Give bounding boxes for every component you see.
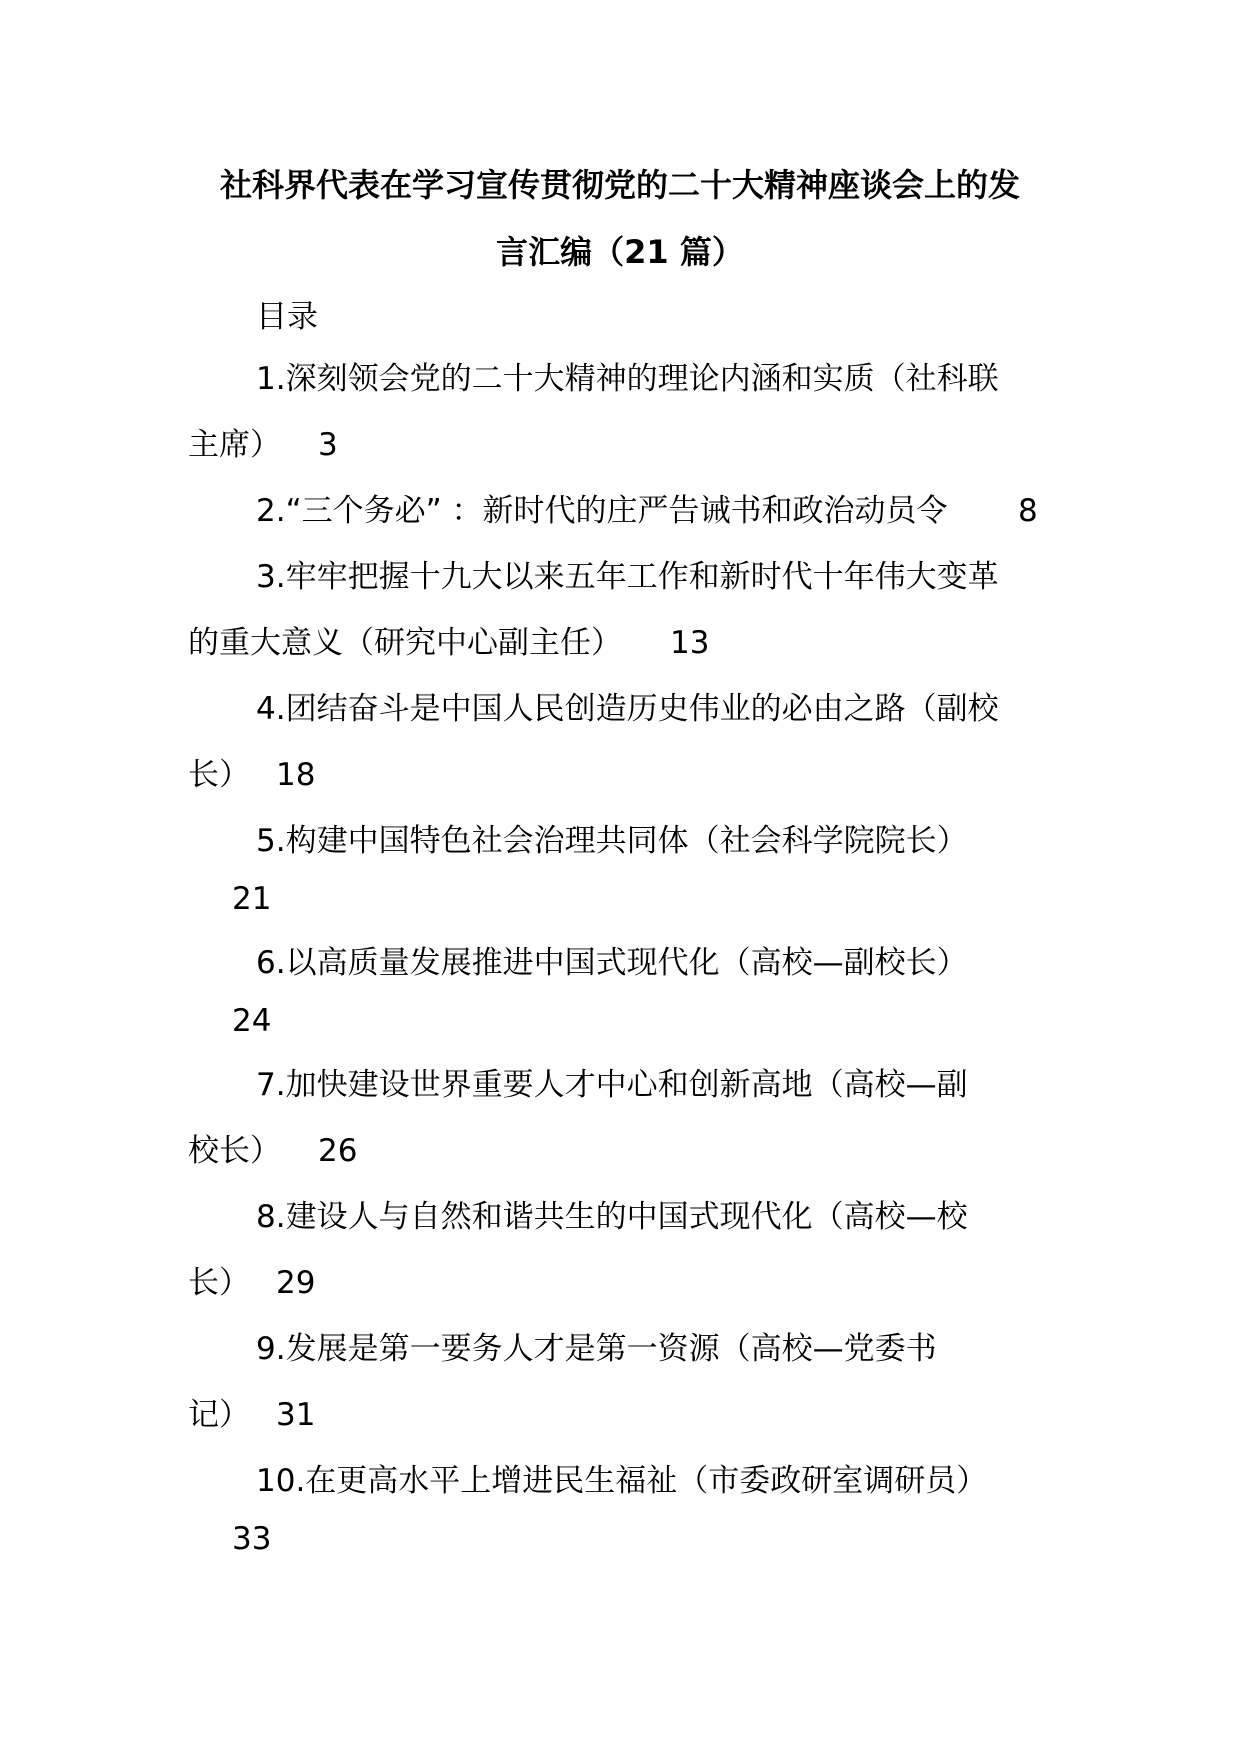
toc-entry-8-line-2[interactable]: 长） bbox=[188, 1265, 250, 1301]
toc-entry-7-page[interactable]: 26 bbox=[318, 1133, 358, 1169]
toc-entry-7-line-2[interactable]: 校长） bbox=[188, 1133, 281, 1169]
toc-entry-1-page[interactable]: 3 bbox=[318, 427, 338, 463]
document-title-line-1: 社科界代表在学习宣传贯彻党的二十大精神座谈会上的发 bbox=[219, 166, 1020, 204]
toc-entry-2-line-1[interactable]: 2.“三个务必” ：新时代的庄严告诫书和政治动员令 bbox=[256, 493, 948, 529]
toc-entry-5-page[interactable]: 21 bbox=[232, 881, 272, 917]
document-title-line-2: 言汇编（21 篇） bbox=[496, 233, 744, 271]
toc-entry-3-page[interactable]: 13 bbox=[670, 625, 710, 661]
toc-entry-3-line-2[interactable]: 的重大意义（研究中心副主任） bbox=[188, 625, 622, 661]
toc-entry-6-line-1[interactable]: 6.以高质量发展推进中国式现代化（高校—副校长） bbox=[256, 945, 968, 981]
toc-heading: 目录 bbox=[256, 299, 318, 335]
toc-entry-10-line-1[interactable]: 10.在更高水平上增进民生福祉（市委政研室调研员） bbox=[256, 1463, 988, 1499]
toc-entry-3-line-1[interactable]: 3.牢牢把握十九大以来五年工作和新时代十年伟大变革 bbox=[256, 559, 999, 595]
toc-entry-9-line-2[interactable]: 记） bbox=[188, 1397, 250, 1433]
toc-entry-9-page[interactable]: 31 bbox=[276, 1397, 316, 1433]
toc-entry-7-line-1[interactable]: 7.加快建设世界重要人才中心和创新高地（高校—副 bbox=[256, 1067, 968, 1103]
toc-entry-4-line-1[interactable]: 4.团结奋斗是中国人民创造历史伟业的必由之路（副校 bbox=[256, 691, 999, 727]
toc-entry-10-page[interactable]: 33 bbox=[232, 1521, 272, 1557]
toc-entry-5-line-1[interactable]: 5.构建中国特色社会治理共同体（社会科学院院长） bbox=[256, 823, 968, 859]
toc-entry-2-page[interactable]: 8 bbox=[1018, 493, 1038, 529]
toc-entry-1-line-1[interactable]: 1.深刻领会党的二十大精神的理论内涵和实质（社科联 bbox=[256, 361, 999, 397]
toc-entry-4-line-2[interactable]: 长） bbox=[188, 757, 250, 793]
toc-entry-9-line-1[interactable]: 9.发展是第一要务人才是第一资源（高校—党委书 bbox=[256, 1331, 937, 1367]
toc-entry-1-line-2[interactable]: 主席） bbox=[188, 427, 281, 463]
toc-entry-6-page[interactable]: 24 bbox=[232, 1003, 272, 1039]
toc-entry-4-page[interactable]: 18 bbox=[276, 757, 316, 793]
toc-entry-8-page[interactable]: 29 bbox=[276, 1265, 316, 1301]
toc-entry-8-line-1[interactable]: 8.建设人与自然和谐共生的中国式现代化（高校—校 bbox=[256, 1199, 968, 1235]
